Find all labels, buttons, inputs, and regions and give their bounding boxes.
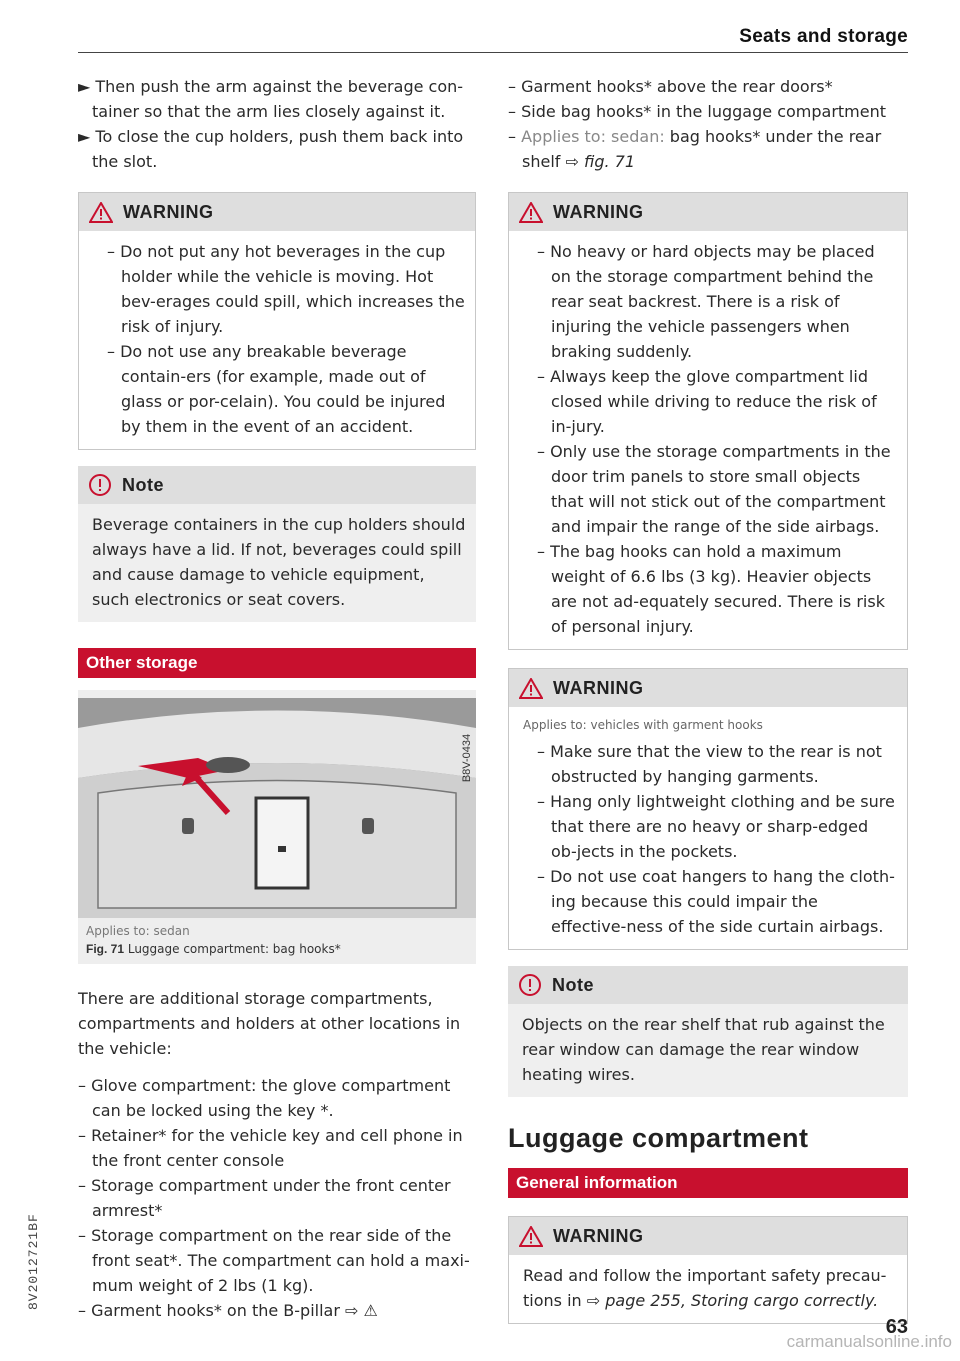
warning-triangle-icon (519, 202, 543, 223)
page-reference-link[interactable]: ⇨ page 255, Storing cargo correctly. (586, 1291, 879, 1310)
left-column (78, 74, 476, 1323)
figure-caption-text: Luggage compartment: bag hooks* (127, 942, 341, 956)
figure-71 (78, 690, 476, 964)
warning-title: WARNING (553, 201, 644, 222)
chapter-title: Luggage compartment (508, 1123, 809, 1153)
figure-label: Fig. 71 (86, 942, 125, 956)
warning-box-cup-holder (78, 192, 476, 450)
luggage-compartment-illustration (78, 698, 476, 918)
other-storage-list (78, 1073, 476, 1323)
section-heading-other-storage: Other storage (78, 648, 476, 678)
warning-item: – Hang only lightweight clothing and be sure that there are no heavy or sharp-edged ob-jects in the pockets. (537, 792, 895, 861)
warning-box-storage (508, 192, 908, 650)
list-item: – Garment hooks* above the rear doors* (508, 77, 833, 96)
warning-text (523, 1263, 897, 1313)
warning-title: WARNING (553, 677, 644, 698)
list-item: – Glove compartment: the glove compartment can be locked using the key *. (78, 1076, 451, 1120)
warning-box-garment (508, 668, 908, 950)
right-column (508, 74, 908, 1324)
note-info-icon (518, 973, 542, 997)
note-title: Note (122, 474, 164, 495)
note-box-rear-shelf (508, 966, 908, 1097)
warning-item: – No heavy or hard objects may be placed on the storage compartment behind the rear seat backrest. There is a risk of injuring the vehicle passengers when braking suddenly. (537, 242, 875, 361)
list-item: – Storage compartment under the front center armrest* (78, 1176, 451, 1220)
warning-triangle-icon (519, 678, 543, 699)
note-text: Objects on the rear shelf that rub against the rear window can damage the rear window heating wires. (522, 1015, 885, 1084)
figure-caption (78, 940, 476, 958)
warning-item: – Do not put any hot beverages in the cup holder while the vehicle is moving. Hot bev-erages could spill, which increases the risk of injury. (107, 242, 465, 336)
header-rule (78, 52, 908, 53)
watermark: carmanualsonline.info (786, 1332, 952, 1351)
note-box-beverage (78, 466, 476, 622)
warning-item: – Always keep the glove compartment lid closed while driving to reduce the risk of in-jury. (537, 367, 877, 436)
list-item: – Side bag hooks* in the luggage compartment (508, 102, 887, 121)
figure-code-label: B8V-0434 (461, 733, 473, 783)
warning-item: – Do not use any breakable beverage contain-ers (for example, made out of glass or por-celain). You could be injured by them in the event of an accident. (107, 342, 446, 436)
note-text: Beverage containers in the cup holders should always have a lid. If not, beverages could spill and cause damage to vehicle equipment, such electronics or seat covers. (92, 515, 466, 609)
list-item: – Retainer* for the vehicle key and cell phone in the front center console (78, 1126, 463, 1170)
note-info-icon (88, 473, 112, 497)
intro-bullet-2: ► To close the cup holders, push them back into the slot. (78, 127, 464, 171)
section-heading-general-information: General information (508, 1168, 908, 1198)
list-item: – Garment hooks* on the B-pillar ⇨ ⚠ (78, 1301, 378, 1320)
sedan-text: bag hooks* under the rear shelf (522, 127, 882, 171)
warning-item: – The bag hooks can hold a maximum weight of 6.6 lbs (3 kg). Heavier objects are not ad-equately secured. There is risk of personal injury. (537, 542, 885, 636)
warning-item: – Do not use coat hangers to hang the cloth-ing because this could impair the effective-ness of the side curtain airbags. (537, 867, 895, 936)
warning-triangle-icon (519, 1226, 543, 1247)
warning-box-cargo (508, 1216, 908, 1324)
list-item: – Storage compartment on the rear side of the front seat*. The compartment can hold a maxi-mum weight of 2 lbs (1 kg). (78, 1226, 470, 1295)
figure-applies: Applies to: sedan (86, 924, 190, 938)
warning-title: WARNING (123, 201, 214, 222)
body-paragraph: There are additional storage compartments, compartments and holders at other locations in the vehicle: (78, 989, 461, 1058)
document-code: 8V2012721BF (26, 1213, 41, 1310)
header-title: Seats and storage (739, 26, 908, 47)
warning-text-body: Read and follow the important safety precau-tions in (523, 1266, 887, 1310)
warning-title: WARNING (553, 1225, 644, 1246)
note-title: Note (552, 974, 594, 995)
figure-reference-link[interactable]: ⇨ fig. 71 (565, 152, 635, 171)
list-item-sedan: – Applies to: sedan: bag hooks* under the rear shelf ⇨ fig. 71 (508, 127, 882, 171)
applies-sedan: Applies to: sedan: (521, 127, 665, 146)
warning-item: – Only use the storage compartments in the door trim panels to store small objects that will not stick out of the compartment and impair the range of the side airbags. (537, 442, 891, 536)
page-number: 63 (885, 1316, 908, 1338)
intro-bullet-1: ► Then push the arm against the beverage con-tainer so that the arm lies closely against it. (78, 77, 464, 121)
warning-applies: Applies to: vehicles with garment hooks (523, 718, 763, 732)
warning-triangle-icon (89, 202, 113, 223)
warning-item: – Make sure that the view to the rear is not obstructed by hanging garments. (537, 742, 882, 786)
